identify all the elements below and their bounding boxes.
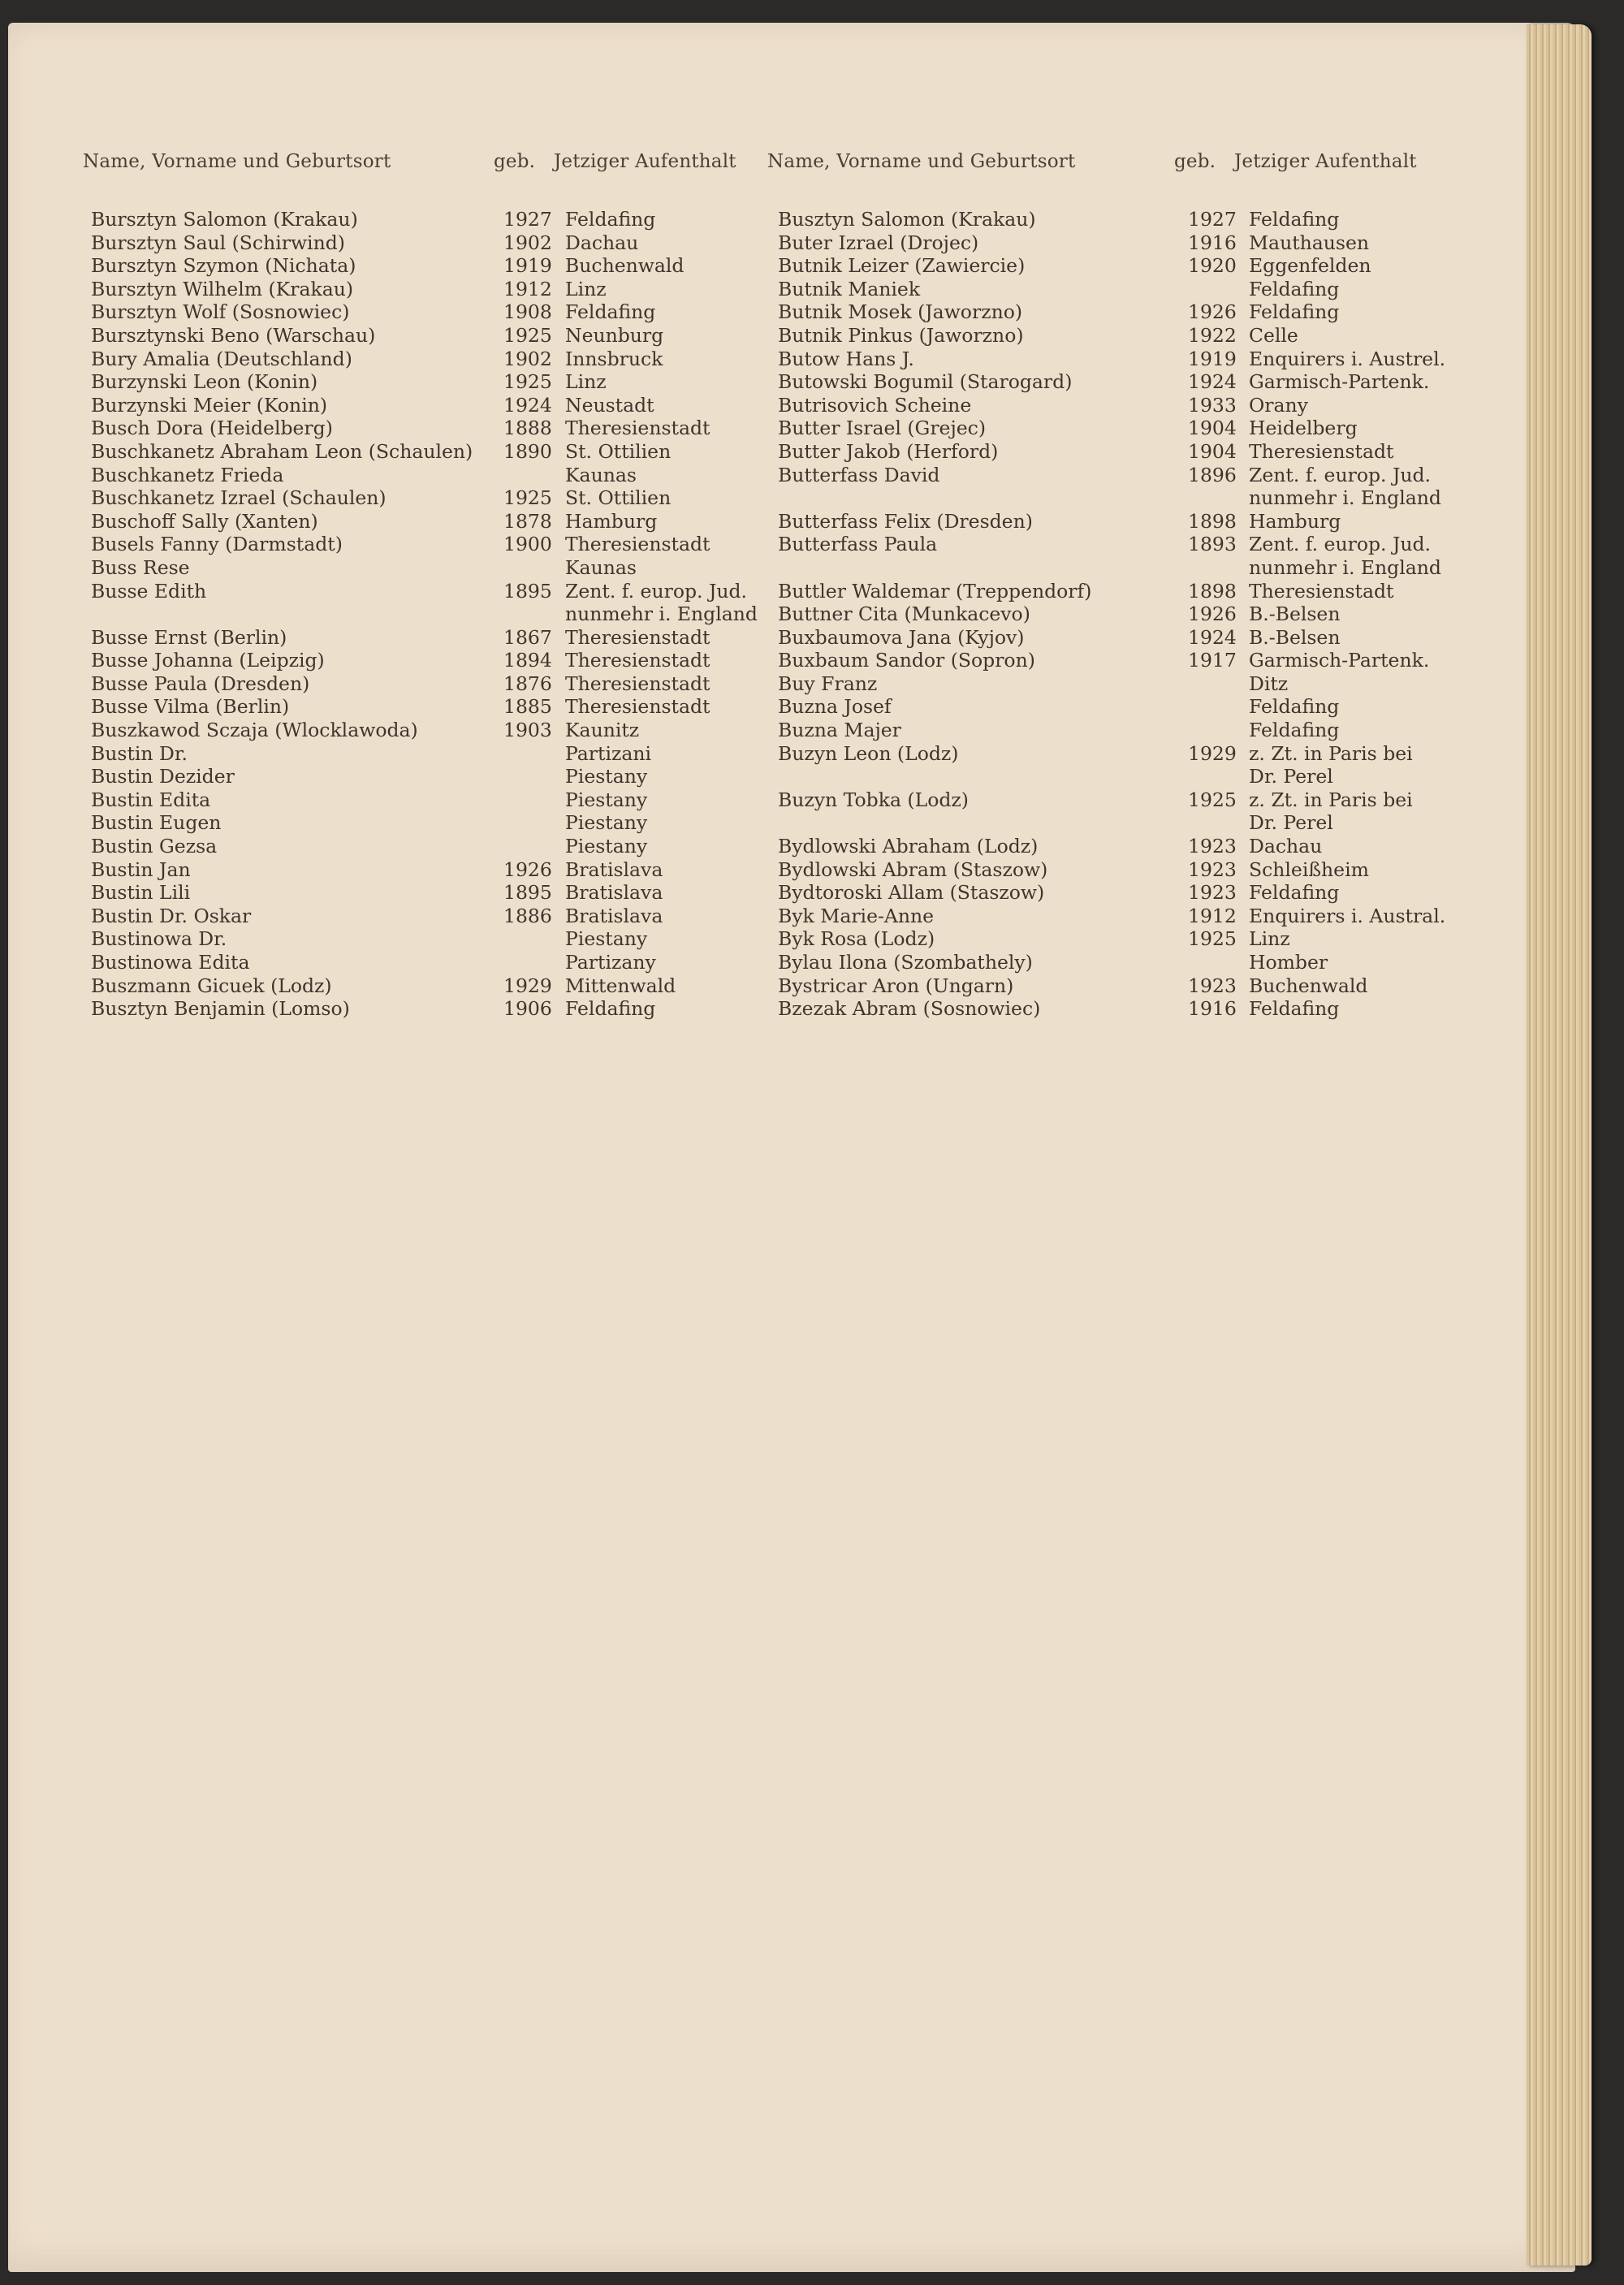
entry-residence: Neunburg — [565, 323, 664, 347]
entry-year: 1925 — [1188, 927, 1237, 951]
entry-name: Bursztyn Wolf (Sosnowiec) — [91, 300, 350, 324]
entry-name: Bylau Ilona (Szombathely) — [778, 951, 1033, 974]
entry-name: Busse Vilma (Berlin) — [91, 695, 290, 719]
entry-residence: Eggenfelden — [1249, 254, 1371, 278]
entry-year: 1906 — [503, 997, 552, 1021]
entry-year: 1904 — [1188, 417, 1237, 440]
entry-name: Bustinowa Edita — [91, 951, 250, 974]
entry-residence: Piestany — [565, 811, 648, 835]
entry-residence: Theresienstadt — [565, 533, 710, 556]
entry-residence: Dr. Perel — [1249, 765, 1333, 788]
entry-name: Busztyn Salomon (Krakau) — [778, 208, 1036, 231]
book-page — [8, 23, 1575, 2272]
entry-residence: Orany — [1249, 393, 1308, 417]
entry-name: Bursztynski Beno (Warschau) — [91, 323, 376, 347]
entry-year: 1924 — [503, 393, 552, 417]
entry-residence: Buchenwald — [1249, 974, 1368, 997]
entry-name: Busztyn Benjamin (Lomso) — [91, 997, 350, 1021]
entry-residence: Enquirers i. Austral. — [1249, 904, 1446, 927]
entry-residence: B.-Belsen — [1249, 603, 1341, 626]
entry-name: Buttner Cita (Munkacevo) — [778, 603, 1030, 626]
entry-name: Bydlowski Abram (Staszow) — [778, 857, 1048, 881]
entry-year: 1925 — [503, 486, 552, 510]
entry-name: Bursztyn Wilhelm (Krakau) — [91, 277, 354, 300]
entry-residence: Celle — [1249, 323, 1298, 347]
entry-year: 1908 — [503, 300, 552, 324]
entry-name: Bustin Eugen — [91, 811, 222, 835]
entry-name: Butnik Maniek — [778, 277, 921, 300]
entry-residence: Innsbruck — [565, 347, 663, 370]
entry-year: 1896 — [1188, 463, 1237, 486]
entry-residence: Partizani — [565, 741, 652, 765]
entry-residence: nunmehr i. England — [1249, 486, 1441, 510]
entry-name: Butnik Mosek (Jaworzno) — [778, 300, 1023, 324]
entry-residence: Feldafing — [1249, 277, 1340, 300]
entry-residence: Bratislava — [565, 881, 663, 905]
entry-name: Busels Fanny (Darmstadt) — [91, 533, 343, 556]
entry-year: 1927 — [1188, 208, 1237, 231]
entry-year: 1878 — [503, 509, 552, 533]
entry-name: Butowski Bogumil (Starogard) — [778, 370, 1073, 394]
entry-year: 1902 — [503, 231, 552, 254]
entry-residence: Dachau — [1249, 835, 1323, 858]
entry-name: Butterfass Paula — [778, 533, 938, 556]
entry-name: Bustinowa Dr. — [91, 927, 227, 951]
entry-name: Butnik Leizer (Zawiercie) — [778, 254, 1026, 278]
entry-year: 1919 — [503, 254, 552, 278]
entry-residence: nunmehr i. England — [1249, 555, 1441, 579]
header-born-right: geb. — [1174, 151, 1216, 172]
entry-residence: z. Zt. in Paris bei — [1249, 741, 1413, 765]
entry-residence: Partizany — [565, 951, 656, 974]
entry-name: Buss Rese — [91, 555, 190, 579]
entry-name: Busse Edith — [91, 579, 207, 603]
header-name-left: Name, Vorname und Geburtsort — [83, 151, 391, 172]
entry-residence: Enquirers i. Austrel. — [1249, 347, 1446, 370]
entry-year: 1923 — [1188, 974, 1237, 997]
entry-name: Bystricar Aron (Ungarn) — [778, 974, 1014, 997]
entry-residence: Kaunas — [565, 463, 637, 486]
entry-name: Busse Johanna (Leipzig) — [91, 649, 325, 672]
entry-residence: Zent. f. europ. Jud. — [1249, 533, 1432, 556]
entry-residence: Mauthausen — [1249, 231, 1370, 254]
entry-name: Buschkanetz Abraham Leon (Schaulen) — [91, 439, 473, 463]
entry-name: Bzezak Abram (Sosnowiec) — [778, 997, 1041, 1021]
entry-residence: St. Ottilien — [565, 486, 672, 510]
entry-year: 1925 — [503, 370, 552, 394]
entry-residence: Hamburg — [1249, 509, 1341, 533]
entry-residence: Neustadt — [565, 393, 654, 417]
entry-name: Butow Hans J. — [778, 347, 914, 370]
entry-residence: Linz — [1249, 927, 1290, 951]
entry-residence: Garmisch-Partenk. — [1249, 649, 1430, 672]
entry-residence: Linz — [565, 370, 607, 394]
entry-residence: Feldafing — [1249, 300, 1340, 324]
entry-name: Buzna Josef — [778, 695, 892, 719]
entry-name: Buy Franz — [778, 672, 878, 695]
entry-name: Buschkanetz Frieda — [91, 463, 284, 486]
entry-year: 1929 — [1188, 741, 1237, 765]
entry-residence: Bratislava — [565, 857, 663, 881]
entry-year: 1933 — [1188, 393, 1237, 417]
entry-year: 1926 — [1188, 603, 1237, 626]
entry-residence: Feldafing — [1249, 719, 1340, 742]
entry-residence: Linz — [565, 277, 607, 300]
entry-residence: Hamburg — [565, 509, 658, 533]
entry-name: Busch Dora (Heidelberg) — [91, 417, 333, 440]
entry-year: 1924 — [1188, 370, 1237, 394]
entry-year: 1893 — [1188, 533, 1237, 556]
entry-year: 1925 — [503, 323, 552, 347]
entry-name: Buzna Majer — [778, 719, 901, 742]
entry-residence: Piestany — [565, 788, 648, 811]
entry-residence: Piestany — [565, 765, 648, 788]
entry-year: 1923 — [1188, 857, 1237, 881]
entry-year: 1890 — [503, 439, 552, 463]
entry-name: Bustin Dr. — [91, 741, 188, 765]
entry-residence: z. Zt. in Paris bei — [1249, 788, 1413, 811]
entry-name: Buzyn Leon (Lodz) — [778, 741, 959, 765]
entry-residence: Theresienstadt — [1249, 439, 1394, 463]
entry-year: 1888 — [503, 417, 552, 440]
entry-residence: Kaunitz — [565, 719, 640, 742]
entry-year: 1917 — [1188, 649, 1237, 672]
entry-year: 1898 — [1188, 509, 1237, 533]
entry-name: Butter Israel (Grejec) — [778, 417, 986, 440]
entry-residence: Theresienstadt — [1249, 579, 1394, 603]
entry-year: 1902 — [503, 347, 552, 370]
entry-residence: Feldafing — [565, 997, 656, 1021]
entry-residence: Garmisch-Partenk. — [1249, 370, 1430, 394]
entry-residence: Homber — [1249, 951, 1328, 974]
entry-residence: Feldafing — [1249, 208, 1340, 231]
entry-year: 1916 — [1188, 231, 1237, 254]
entry-residence: Mittenwald — [565, 974, 676, 997]
entry-name: Bustin Edita — [91, 788, 211, 811]
entry-year: 1929 — [503, 974, 552, 997]
entry-residence: Theresienstadt — [565, 695, 710, 719]
entry-name: Bustin Dr. Oskar — [91, 904, 252, 927]
entry-year: 1876 — [503, 672, 552, 695]
entry-name: Bursztyn Szymon (Nichata) — [91, 254, 356, 278]
entry-residence: Theresienstadt — [565, 417, 710, 440]
entry-name: Bustin Dezider — [91, 765, 235, 788]
entry-year: 1904 — [1188, 439, 1237, 463]
entry-year: 1925 — [1188, 788, 1237, 811]
entry-name: Bustin Gezsa — [91, 835, 218, 858]
page-edges — [1527, 24, 1592, 2266]
entry-residence: Feldafing — [565, 208, 656, 231]
entry-name: Busse Paula (Dresden) — [91, 672, 310, 695]
entry-residence: B.-Belsen — [1249, 625, 1341, 649]
entry-name: Buttler Waldemar (Treppendorf) — [778, 579, 1092, 603]
entry-name: Bursztyn Saul (Schirwind) — [91, 231, 345, 254]
entry-residence: Ditz — [1249, 672, 1289, 695]
entry-name: Buxbaum Sandor (Sopron) — [778, 649, 1035, 672]
entry-residence: Feldafing — [1249, 881, 1340, 905]
entry-name: Butnik Pinkus (Jaworzno) — [778, 323, 1024, 347]
entry-year: 1926 — [1188, 300, 1237, 324]
header-name-right: Name, Vorname und Geburtsort — [767, 151, 1076, 172]
entry-year: 1923 — [1188, 835, 1237, 858]
entry-residence: Kaunas — [565, 555, 637, 579]
entry-year: 1926 — [503, 857, 552, 881]
entry-name: Butrisovich Scheine — [778, 393, 972, 417]
entry-year: 1903 — [503, 719, 552, 742]
entry-name: Byk Marie-Anne — [778, 904, 935, 927]
entry-residence: St. Ottilien — [565, 439, 672, 463]
entry-residence: Dachau — [565, 231, 639, 254]
entry-name: Byk Rosa (Lodz) — [778, 927, 935, 951]
entry-name: Burzynski Leon (Konin) — [91, 370, 318, 394]
entry-name: Buzyn Tobka (Lodz) — [778, 788, 969, 811]
entry-year: 1924 — [1188, 625, 1237, 649]
entry-name: Burzynski Meier (Konin) — [91, 393, 328, 417]
header-residence-left: Jetziger Aufenthalt — [554, 151, 736, 172]
entry-name: Buschoff Sally (Xanten) — [91, 509, 318, 533]
entry-year: 1912 — [503, 277, 552, 300]
entry-name: Bury Amalia (Deutschland) — [91, 347, 352, 370]
entry-residence: Piestany — [565, 835, 648, 858]
entry-year: 1895 — [503, 579, 552, 603]
entry-residence: nunmehr i. England — [565, 603, 758, 626]
entry-name: Buter Izrael (Drojec) — [778, 231, 979, 254]
entry-year: 1912 — [1188, 904, 1237, 927]
entry-residence: Piestany — [565, 927, 648, 951]
entry-year: 1898 — [1188, 579, 1237, 603]
entry-year: 1916 — [1188, 997, 1237, 1021]
entry-year: 1895 — [503, 881, 552, 905]
entry-name: Buxbaumova Jana (Kyjov) — [778, 625, 1025, 649]
entry-year: 1867 — [503, 625, 552, 649]
entry-name: Butterfass Felix (Dresden) — [778, 509, 1033, 533]
entry-residence: Theresienstadt — [565, 625, 710, 649]
entry-year: 1927 — [503, 208, 552, 231]
entry-name: Butter Jakob (Herford) — [778, 439, 999, 463]
entry-year: 1920 — [1188, 254, 1237, 278]
entry-name: Bursztyn Salomon (Krakau) — [91, 208, 358, 231]
entry-name: Buszmann Gicuek (Lodz) — [91, 974, 332, 997]
entry-name: Buszkawod Sczaja (Wlocklawoda) — [91, 719, 418, 742]
entry-residence: Bratislava — [565, 904, 663, 927]
entry-year: 1885 — [503, 695, 552, 719]
entry-residence: Heidelberg — [1249, 417, 1358, 440]
entry-residence: Feldafing — [1249, 695, 1340, 719]
entry-residence: Feldafing — [565, 300, 656, 324]
entry-year: 1886 — [503, 904, 552, 927]
entry-name: Bydtoroski Allam (Staszow) — [778, 881, 1045, 905]
entry-name: Bydlowski Abraham (Lodz) — [778, 835, 1039, 858]
entry-year: 1900 — [503, 533, 552, 556]
entry-year: 1894 — [503, 649, 552, 672]
entry-residence: Buchenwald — [565, 254, 685, 278]
entry-name: Busse Ernst (Berlin) — [91, 625, 287, 649]
entry-residence: Schleißheim — [1249, 857, 1369, 881]
entry-name: Bustin Jan — [91, 857, 191, 881]
entry-residence: Feldafing — [1249, 997, 1340, 1021]
header-born-left: geb. — [494, 151, 536, 172]
entry-name: Bustin Lili — [91, 881, 191, 905]
entry-residence: Theresienstadt — [565, 672, 710, 695]
entry-year: 1922 — [1188, 323, 1237, 347]
entry-year: 1919 — [1188, 347, 1237, 370]
entry-year: 1923 — [1188, 881, 1237, 905]
entry-name: Butterfass David — [778, 463, 940, 486]
entry-name: Buschkanetz Izrael (Schaulen) — [91, 486, 387, 510]
entry-residence: Theresienstadt — [565, 649, 710, 672]
entry-residence: Zent. f. europ. Jud. — [565, 579, 748, 603]
entry-residence: Dr. Perel — [1249, 811, 1333, 835]
header-residence-right: Jetziger Aufenthalt — [1234, 151, 1417, 172]
entry-residence: Zent. f. europ. Jud. — [1249, 463, 1432, 486]
